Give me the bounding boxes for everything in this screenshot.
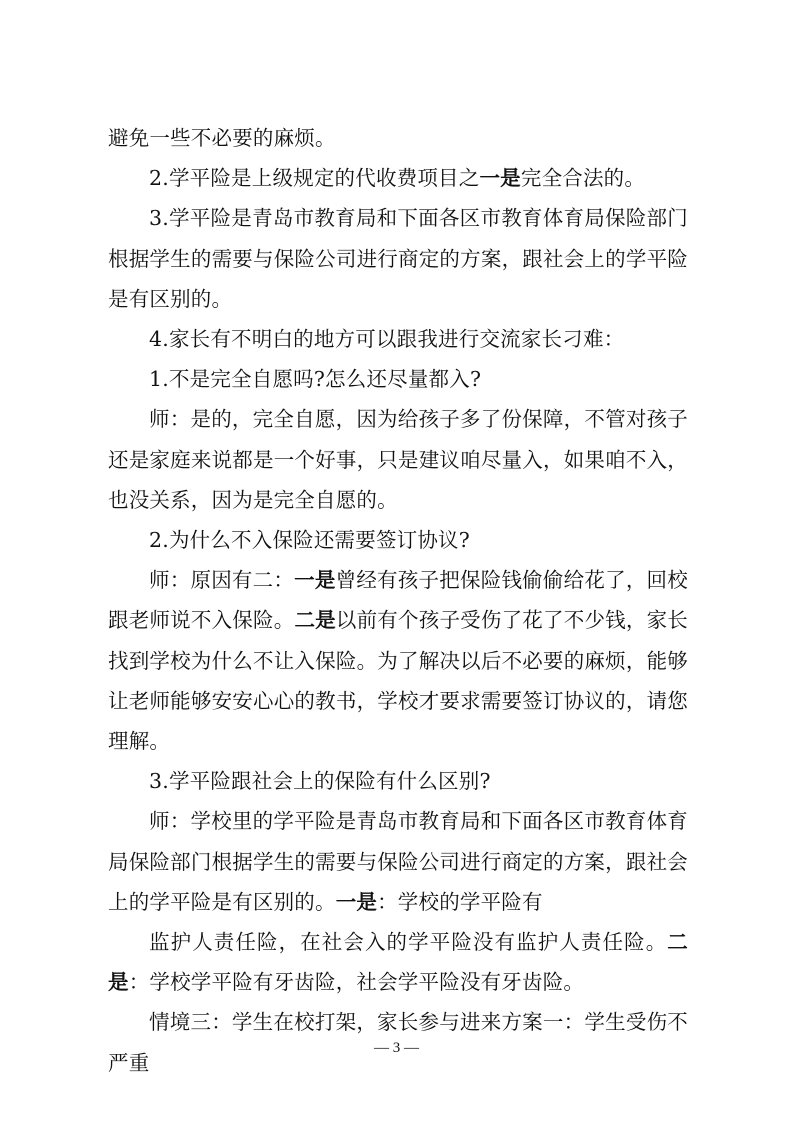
bold-text-segment: 一是 — [479, 166, 521, 191]
paragraph — [108, 801, 688, 922]
bold-text-segment: 一是 — [294, 568, 336, 593]
page-number: — 3 — — [374, 1040, 419, 1056]
text-segment: 师：原因有二： — [149, 568, 295, 593]
paragraph — [108, 399, 688, 520]
text-segment: ：学校的学平险有 — [377, 889, 543, 914]
document-body — [108, 118, 688, 1083]
paragraph — [108, 359, 688, 399]
bold-text-segment: 一是 — [335, 889, 378, 914]
bold-text-segment: 二是 — [108, 930, 688, 995]
text-segment: 避免一些不必要的麻烦。 — [108, 126, 336, 150]
paragraph — [108, 761, 688, 801]
text-segment: 2.为什么不入保险还需要签订协议? — [149, 528, 470, 553]
paragraph — [108, 118, 688, 158]
text-segment: ：学校学平险有牙齿险，社会学平险没有牙齿险。 — [128, 970, 585, 995]
text-segment: 以前有个孩子受伤了花了不少钱，家长找到学校为什么不让入保险。为了解决以后不必要的麻烦，能够让老师能够安安心心的教书，学校才要求需要签订协议的，请您理解。 — [108, 608, 688, 754]
paragraph — [108, 520, 688, 560]
text-segment: 2.学平险是上级规定的代收费项目之 — [149, 166, 480, 191]
bold-text-segment: 二是 — [294, 608, 336, 633]
paragraph — [108, 198, 688, 319]
text-segment: 师：学校里的学平险是青岛市教育局和下面各区市教育体育局保险部门根据学生的需要与保险公司进行商定的方案，跟社会上的学平险是有区别的。 — [108, 809, 688, 914]
text-segment: 情境三：学生在校打架，家长参与进来方案一：学生受伤不严重 — [108, 1010, 688, 1075]
paragraph — [108, 158, 688, 198]
text-segment: 4.家长有不明白的地方可以跟我进行交流家长刁难： — [149, 327, 625, 352]
paragraph — [108, 319, 688, 359]
text-segment: 监护人责任险，在社会入的学平险没有监护人责任险。 — [149, 930, 668, 955]
text-segment: 师：是的，完全自愿，因为给孩子多了份保障，不管对孩子还是家庭来说都是一个好事，只是建议咱尽量入，如果咱不入，也没关系，因为是完全自愿的。 — [108, 407, 688, 512]
paragraph — [108, 560, 688, 761]
paragraph — [108, 922, 688, 1002]
text-segment: 1.不是完全自愿吗?怎么还尽量都入? — [149, 367, 482, 392]
text-segment: 3.学平险是青岛市教育局和下面各区市教育体育局保险部门根据学生的需要与保险公司进行商定的方案，跟社会上的学平险是有区别的。 — [108, 206, 688, 311]
text-segment: 3.学平险跟社会上的保险有什么区别? — [149, 769, 491, 794]
text-segment: 完全合法的。 — [520, 166, 646, 191]
text-segment: 曾经有孩子把保险钱偷偷给花了，回校跟老师说不入保险。 — [108, 568, 688, 633]
